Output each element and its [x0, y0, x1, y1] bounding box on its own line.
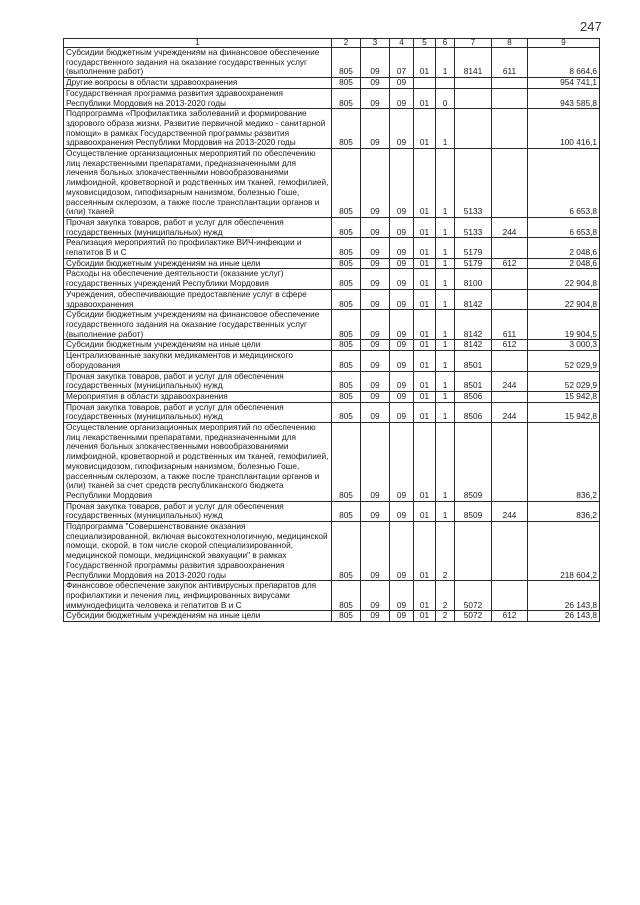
expense-name-cell: Мероприятия в области здравоохранения [64, 391, 332, 402]
ministry-code-cell: 805 [332, 371, 361, 391]
target-item-code-cell [455, 88, 492, 108]
program-code-cell: 01 [414, 340, 436, 351]
column-header: 3 [361, 39, 390, 48]
target-item-code-cell: 8506 [455, 391, 492, 402]
column-header: 2 [332, 39, 361, 48]
amount-cell: 2 048,6 [528, 238, 600, 258]
subsection-code-cell: 09 [390, 501, 414, 521]
target-item-code-cell [455, 78, 492, 89]
section-code-cell: 09 [361, 391, 390, 402]
subprogram-code-cell: 2 [436, 611, 455, 622]
subprogram-code-cell: 1 [436, 238, 455, 258]
ministry-code-cell: 805 [332, 109, 361, 149]
ministry-code-cell: 805 [332, 258, 361, 269]
section-code-cell: 09 [361, 217, 390, 237]
ministry-code-cell: 805 [332, 238, 361, 258]
subprogram-code-cell: 1 [436, 423, 455, 502]
program-code-cell: 01 [414, 611, 436, 622]
subsection-code-cell: 09 [390, 351, 414, 371]
expense-type-code-cell: 244 [492, 371, 528, 391]
program-code-cell: 01 [414, 351, 436, 371]
target-item-code-cell: 8501 [455, 351, 492, 371]
target-item-code-cell: 5179 [455, 238, 492, 258]
section-code-cell: 09 [361, 351, 390, 371]
ministry-code-cell: 805 [332, 149, 361, 218]
program-code-cell: 01 [414, 109, 436, 149]
ministry-code-cell: 805 [332, 522, 361, 581]
target-item-code-cell: 5072 [455, 581, 492, 611]
section-code-cell: 09 [361, 149, 390, 218]
expense-name-cell: Расходы на обеспечение деятельности (оказание услуг) государственных учреждений Республики Мордовия [64, 269, 332, 289]
ministry-code-cell: 805 [332, 391, 361, 402]
subprogram-code-cell: 1 [436, 289, 455, 309]
ministry-code-cell: 805 [332, 289, 361, 309]
column-header: 5 [414, 39, 436, 48]
subprogram-code-cell: 1 [436, 391, 455, 402]
column-header: 4 [390, 39, 414, 48]
target-item-code-cell: 8142 [455, 340, 492, 351]
table-row [64, 310, 600, 340]
subsection-code-cell: 09 [390, 217, 414, 237]
program-code-cell: 01 [414, 289, 436, 309]
target-item-code-cell: 8509 [455, 501, 492, 521]
expense-name-cell: Финансовое обеспечение закупок антивирусных препаратов для профилактики и лечения лиц, инфицированных вирусами иммунодефицита человека и гепатитов В и С [64, 581, 332, 611]
expense-type-code-cell [492, 351, 528, 371]
subprogram-code-cell: 0 [436, 88, 455, 108]
ministry-code-cell: 805 [332, 48, 361, 78]
section-code-cell: 09 [361, 423, 390, 502]
table-row [64, 501, 600, 521]
table-row [64, 611, 600, 622]
table-row [64, 78, 600, 89]
column-header: 1 [64, 39, 332, 48]
page-number: 247 [580, 19, 602, 34]
program-code-cell: 01 [414, 238, 436, 258]
amount-cell: 22 904,8 [528, 289, 600, 309]
target-item-code-cell: 8142 [455, 289, 492, 309]
subprogram-code-cell: 2 [436, 522, 455, 581]
subsection-code-cell: 09 [390, 611, 414, 622]
table-row [64, 149, 600, 218]
program-code-cell: 01 [414, 48, 436, 78]
expense-type-code-cell [492, 289, 528, 309]
program-code-cell: 01 [414, 501, 436, 521]
subprogram-code-cell: 1 [436, 402, 455, 422]
subsection-code-cell: 09 [390, 391, 414, 402]
expense-name-cell: Учреждения, обеспечивающие предоставление услуг в сфере здравоохранения [64, 289, 332, 309]
target-item-code-cell: 8509 [455, 423, 492, 502]
program-code-cell: 01 [414, 522, 436, 581]
target-item-code-cell: 5072 [455, 611, 492, 622]
table-row [64, 522, 600, 581]
subprogram-code-cell: 1 [436, 258, 455, 269]
subprogram-code-cell: 1 [436, 351, 455, 371]
subprogram-code-cell: 1 [436, 109, 455, 149]
amount-cell: 836,2 [528, 501, 600, 521]
expense-name-cell: Субсидии бюджетным учреждениям на иные цели [64, 611, 332, 622]
expense-name-cell: Прочая закупка товаров, работ и услуг для обеспечения государственных (муниципальных) нужд [64, 501, 332, 521]
section-code-cell: 09 [361, 310, 390, 340]
target-item-code-cell: 8141 [455, 48, 492, 78]
target-item-code-cell: 8501 [455, 371, 492, 391]
expense-type-code-cell [492, 78, 528, 89]
column-header: 6 [436, 39, 455, 48]
subprogram-code-cell: 1 [436, 310, 455, 340]
section-code-cell: 09 [361, 109, 390, 149]
expense-type-code-cell: 244 [492, 501, 528, 521]
target-item-code-cell: 5133 [455, 217, 492, 237]
section-code-cell: 09 [361, 88, 390, 108]
expense-name-cell: Подпрограмма "Совершенствование оказания специализированной, включая высокотехнологичную, медицинской помощи, скорой, в том числе скорой специализированной, медицинской помощи, медицинской эвакуации" в рамках Государственной программы развития здравоохранения Республики Мордовия на 2013-2020 годы [64, 522, 332, 581]
section-code-cell: 09 [361, 581, 390, 611]
target-item-code-cell: 8142 [455, 310, 492, 340]
amount-cell: 15 942,8 [528, 402, 600, 422]
ministry-code-cell: 805 [332, 269, 361, 289]
budget-table-body [64, 39, 600, 622]
expense-type-code-cell [492, 391, 528, 402]
subsection-code-cell: 09 [390, 371, 414, 391]
subsection-code-cell: 09 [390, 310, 414, 340]
ministry-code-cell: 805 [332, 217, 361, 237]
amount-cell: 52 029,9 [528, 351, 600, 371]
expense-type-code-cell [492, 238, 528, 258]
subsection-code-cell: 09 [390, 402, 414, 422]
expense-type-code-cell: 611 [492, 310, 528, 340]
ministry-code-cell: 805 [332, 402, 361, 422]
expense-name-cell: Подпрограмма «Профилактика заболеваний и формирование здорового образа жизни. Развитие первичной медико - санитарной помощи» в рамках Государственной программы развития здравоохранения Республики Мордовия на 2013-2020 годы [64, 109, 332, 149]
amount-cell: 26 143,8 [528, 611, 600, 622]
table-row [64, 351, 600, 371]
ministry-code-cell: 805 [332, 351, 361, 371]
table-row [64, 238, 600, 258]
program-code-cell: 01 [414, 391, 436, 402]
program-code-cell: 01 [414, 371, 436, 391]
table-row [64, 269, 600, 289]
table-header-row [64, 39, 600, 48]
expense-name-cell: Централизованные закупки медикаментов и медицинского оборудования [64, 351, 332, 371]
expense-name-cell: Прочая закупка товаров, работ и услуг для обеспечения государственных (муниципальных) нужд [64, 217, 332, 237]
table-row [64, 48, 600, 78]
section-code-cell: 09 [361, 238, 390, 258]
expense-name-cell: Прочая закупка товаров, работ и услуг для обеспечения государственных (муниципальных) нужд [64, 371, 332, 391]
table-row [64, 88, 600, 108]
amount-cell: 19 904,5 [528, 310, 600, 340]
ministry-code-cell: 805 [332, 340, 361, 351]
amount-cell: 22 904,8 [528, 269, 600, 289]
expense-type-code-cell: 612 [492, 611, 528, 622]
expense-type-code-cell [492, 88, 528, 108]
expense-type-code-cell [492, 269, 528, 289]
subprogram-code-cell [436, 78, 455, 89]
table-row [64, 391, 600, 402]
amount-cell: 52 029,9 [528, 371, 600, 391]
expense-name-cell: Осуществление организационных мероприятий по обеспечению лиц лекарственными препаратами, предназначенными для лечения больных злокачественными новообразованиями лимфоидной, кроветворной и родственных им тканей, гемофилией, муковисцидозом, гипофизарным нанизмом, болезнью Гоше, рассеянным склерозом, а также после трансплантации органов и (или) тканей за счет средств республиканского бюджета Республики Мордовия [64, 423, 332, 502]
target-item-code-cell [455, 109, 492, 149]
expense-type-code-cell: 612 [492, 340, 528, 351]
expense-type-code-cell [492, 149, 528, 218]
section-code-cell: 09 [361, 340, 390, 351]
ministry-code-cell: 805 [332, 310, 361, 340]
amount-cell: 3 000,3 [528, 340, 600, 351]
subsection-code-cell: 09 [390, 423, 414, 502]
expense-name-cell: Субсидии бюджетным учреждениям на финансовое обеспечение государственного задания на оказание государственных услуг (выполнение работ) [64, 310, 332, 340]
amount-cell: 218 604,2 [528, 522, 600, 581]
expense-name-cell: Государственная программа развития здравоохранения Республики Мордовия на 2013-2020 годы [64, 88, 332, 108]
subsection-code-cell: 09 [390, 78, 414, 89]
amount-cell: 15 942,8 [528, 391, 600, 402]
program-code-cell: 01 [414, 258, 436, 269]
expense-type-code-cell: 244 [492, 402, 528, 422]
subsection-code-cell: 07 [390, 48, 414, 78]
table-row [64, 402, 600, 422]
amount-cell: 943 585,8 [528, 88, 600, 108]
amount-cell: 6 653,8 [528, 149, 600, 218]
program-code-cell: 01 [414, 149, 436, 218]
ministry-code-cell: 805 [332, 423, 361, 502]
target-item-code-cell: 5179 [455, 258, 492, 269]
ministry-code-cell: 805 [332, 611, 361, 622]
expense-type-code-cell: 611 [492, 48, 528, 78]
expense-name-cell: Субсидии бюджетным учреждениям на иные цели [64, 258, 332, 269]
ministry-code-cell: 805 [332, 88, 361, 108]
amount-cell: 6 653,8 [528, 217, 600, 237]
table-row [64, 217, 600, 237]
section-code-cell: 09 [361, 78, 390, 89]
program-code-cell: 01 [414, 581, 436, 611]
section-code-cell: 09 [361, 522, 390, 581]
expense-name-cell: Прочая закупка товаров, работ и услуг для обеспечения государственных (муниципальных) нужд [64, 402, 332, 422]
expense-name-cell: Осуществление организационных мероприятий по обеспечению лиц лекарственными препаратами, предназначенными для лечения больных злокачественными новообразованиями лимфоидной, кроветворной и родственных им тканей, гемофилией, муковисцидозом, гипофизарным нанизмом, болезнью Гоше, рассеянным склерозом, а также после трансплантации органов и (или) тканей [64, 149, 332, 218]
expense-name-cell: Другие вопросы в области здравоохранения [64, 78, 332, 89]
program-code-cell: 01 [414, 310, 436, 340]
amount-cell: 954 741,1 [528, 78, 600, 89]
subsection-code-cell: 09 [390, 109, 414, 149]
ministry-code-cell: 805 [332, 78, 361, 89]
subprogram-code-cell: 1 [436, 48, 455, 78]
subsection-code-cell: 09 [390, 258, 414, 269]
target-item-code-cell [455, 522, 492, 581]
table-row [64, 423, 600, 502]
table-row [64, 109, 600, 149]
section-code-cell: 09 [361, 289, 390, 309]
expense-type-code-cell [492, 109, 528, 149]
section-code-cell: 09 [361, 258, 390, 269]
table-row [64, 581, 600, 611]
amount-cell: 26 143,8 [528, 581, 600, 611]
subsection-code-cell: 09 [390, 522, 414, 581]
expense-name-cell: Реализация мероприятий по профилактике ВИЧ-инфекции и гепатитов В и С [64, 238, 332, 258]
table-row [64, 258, 600, 269]
amount-cell: 2 048,6 [528, 258, 600, 269]
program-code-cell: 01 [414, 269, 436, 289]
section-code-cell: 09 [361, 48, 390, 78]
section-code-cell: 09 [361, 371, 390, 391]
amount-cell: 836,2 [528, 423, 600, 502]
subsection-code-cell: 09 [390, 149, 414, 218]
table-row [64, 289, 600, 309]
subprogram-code-cell: 2 [436, 581, 455, 611]
program-code-cell: 01 [414, 217, 436, 237]
subprogram-code-cell: 1 [436, 501, 455, 521]
subprogram-code-cell: 1 [436, 269, 455, 289]
table-row [64, 340, 600, 351]
subprogram-code-cell: 1 [436, 149, 455, 218]
subsection-code-cell: 09 [390, 340, 414, 351]
ministry-code-cell: 805 [332, 581, 361, 611]
expense-type-code-cell: 244 [492, 217, 528, 237]
section-code-cell: 09 [361, 611, 390, 622]
program-code-cell: 01 [414, 402, 436, 422]
subsection-code-cell: 09 [390, 289, 414, 309]
expense-type-code-cell [492, 581, 528, 611]
column-header: 8 [492, 39, 528, 48]
subprogram-code-cell: 1 [436, 217, 455, 237]
target-item-code-cell: 8100 [455, 269, 492, 289]
column-header: 9 [528, 39, 600, 48]
amount-cell: 8 664,6 [528, 48, 600, 78]
expense-name-cell: Субсидии бюджетным учреждениям на финансовое обеспечение государственного задания на оказание государственных услуг (выполнение работ) [64, 48, 332, 78]
expense-name-cell: Субсидии бюджетным учреждениям на иные цели [64, 340, 332, 351]
expense-type-code-cell [492, 522, 528, 581]
budget-table [63, 38, 600, 622]
section-code-cell: 09 [361, 501, 390, 521]
subprogram-code-cell: 1 [436, 371, 455, 391]
subprogram-code-cell: 1 [436, 340, 455, 351]
subsection-code-cell: 09 [390, 88, 414, 108]
amount-cell: 100 416,1 [528, 109, 600, 149]
section-code-cell: 09 [361, 269, 390, 289]
expense-type-code-cell: 612 [492, 258, 528, 269]
target-item-code-cell: 5133 [455, 149, 492, 218]
ministry-code-cell: 805 [332, 501, 361, 521]
subsection-code-cell: 09 [390, 238, 414, 258]
program-code-cell [414, 78, 436, 89]
program-code-cell: 01 [414, 423, 436, 502]
subsection-code-cell: 09 [390, 581, 414, 611]
program-code-cell: 01 [414, 88, 436, 108]
subsection-code-cell: 09 [390, 269, 414, 289]
target-item-code-cell: 8506 [455, 402, 492, 422]
expense-type-code-cell [492, 423, 528, 502]
column-header: 7 [455, 39, 492, 48]
section-code-cell: 09 [361, 402, 390, 422]
table-row [64, 371, 600, 391]
